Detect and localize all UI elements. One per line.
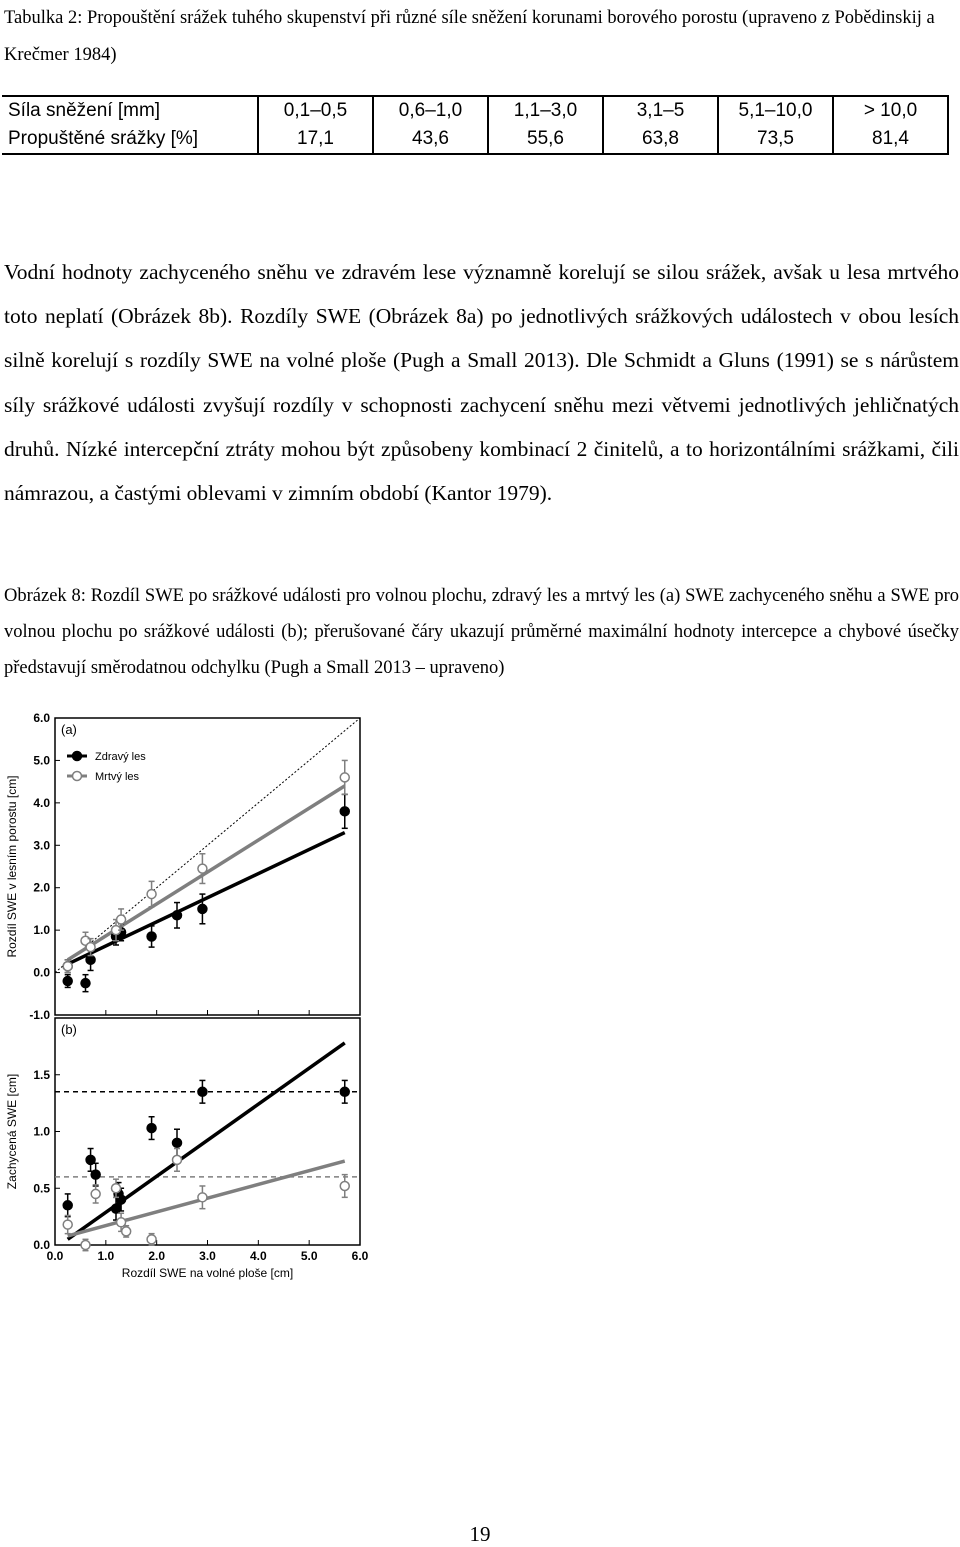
table-cell: 43,6 <box>373 125 488 154</box>
fit-line <box>68 833 345 965</box>
legend-label: Zdravý les <box>95 751 146 763</box>
data-point <box>173 1138 182 1147</box>
data-point <box>340 1087 349 1096</box>
y-tick-label: 1.0 <box>33 1124 50 1139</box>
y-axis-label: Rozdíl SWE v lesním porostu [cm] <box>5 775 19 958</box>
table-cell: 63,8 <box>603 125 718 154</box>
data-point <box>147 1124 156 1133</box>
y-tick-label: 0.0 <box>33 965 50 980</box>
legend-marker <box>73 772 82 781</box>
data-point <box>63 977 72 986</box>
y-axis-label: Zachycená SWE [cm] <box>5 1073 19 1190</box>
y-tick-label: 3.0 <box>33 838 50 853</box>
table-row-label: Propuštěné srážky [%] <box>2 125 258 154</box>
data-point <box>198 864 207 873</box>
data-point <box>147 890 156 899</box>
data-point <box>198 1087 207 1096</box>
legend-label: Mrtvý les <box>95 771 139 783</box>
table-cell: 0,1–0,5 <box>258 96 373 125</box>
x-tick-label: 4.0 <box>249 1249 267 1263</box>
table-cell: 73,5 <box>718 125 833 154</box>
panel-b <box>5 1018 369 1280</box>
data-point <box>63 1201 72 1210</box>
page-number: 19 <box>469 1522 491 1546</box>
table-row <box>2 96 948 125</box>
panel-label: (b) <box>61 1022 77 1037</box>
panel-label: (a) <box>61 722 77 737</box>
table-cell: 17,1 <box>258 125 373 154</box>
data-point <box>340 807 349 816</box>
table-row <box>2 125 948 154</box>
data-point <box>63 962 72 971</box>
x-axis-label: Rozdíl SWE na volné ploše [cm] <box>121 1266 294 1280</box>
data-point <box>81 979 90 988</box>
data-point <box>81 1241 90 1250</box>
y-tick-label: 4.0 <box>33 795 50 810</box>
y-tick-label: 5.0 <box>33 753 50 768</box>
data-point <box>198 904 207 913</box>
y-tick-label: 2.0 <box>33 880 50 895</box>
figure-8-charts <box>0 700 380 1290</box>
plot-frame <box>55 1018 360 1245</box>
table-cell: 55,6 <box>488 125 603 154</box>
figure-caption: Obrázek 8: Rozdíl SWE po srážkové události pro volnou plochu, zdravý les a mrtvý les (a) SWE zachyceného sněhu a SWE pro volnou plochu po srážkové události (b); přerušované čáry ukazují průměrné maximální hodnoty intercepce a chybové úsečky představují směrodatnou odchylku (Pugh a Small 2013 – upraveno) <box>4 586 959 678</box>
table-row-label: Síla sněžení [mm] <box>2 96 258 125</box>
data-point <box>86 943 95 952</box>
data-point <box>63 1220 72 1229</box>
table-cell: 5,1–10,0 <box>718 96 833 125</box>
x-tick-label: 3.0 <box>199 1249 216 1263</box>
fit-line <box>68 786 345 960</box>
data-point <box>117 1195 126 1204</box>
data-point <box>122 1227 131 1236</box>
data-point <box>147 932 156 941</box>
y-tick-label: -1.0 <box>29 1008 50 1022</box>
table-cell: 3,1–5 <box>603 96 718 125</box>
x-tick-label: 2.0 <box>148 1249 166 1263</box>
y-tick-label: 0.0 <box>33 1238 50 1252</box>
snowfall-table <box>2 95 949 155</box>
data-point <box>147 1235 156 1244</box>
data-point <box>198 1193 207 1202</box>
y-tick-label: 1.0 <box>33 923 50 938</box>
x-tick-label: 5.0 <box>300 1249 318 1263</box>
data-point <box>91 1170 100 1179</box>
data-point <box>117 915 126 924</box>
y-tick-label: 1.5 <box>33 1067 50 1082</box>
fit-line <box>68 1043 345 1239</box>
table-cell: > 10,0 <box>833 96 948 125</box>
data-point <box>173 1155 182 1164</box>
x-tick-label: 1.0 <box>97 1249 115 1263</box>
data-point <box>86 955 95 964</box>
table-cell: 0,6–1,0 <box>373 96 488 125</box>
data-point <box>112 1184 121 1193</box>
table-cell: 81,4 <box>833 125 948 154</box>
data-point <box>340 773 349 782</box>
legend-marker <box>73 752 82 761</box>
y-tick-label: 0.5 <box>33 1181 50 1196</box>
data-point <box>91 1189 100 1198</box>
x-tick-label: 6.0 <box>351 1249 369 1263</box>
body-paragraph: Vodní hodnoty zachyceného sněhu ve zdravém lese významně korelují se silou srážek, avšak u lesa mrtvého toto neplatí (Obrázek 8b). Rozdíly SWE (Obrázek 8a) po jednotlivých srážkových událostech v obou lesích silně korelují s rozdíly SWE na volné ploše (Pugh a Small 2013). Dle Schmidt a Gluns (1991) se s nárůstem síly srážkové události zvyšují rozdíly v schopnosti zachycení sněhu mezi větvemi jednotlivých jehličnatých druhů. Nízké intercepční ztráty mohou být způsobeny kombinací 2 činitelů, a to horizontálními srážkami, čili námrazou, a častými oblevami v zimním období (Kantor 1979). <box>4 260 959 506</box>
x-tick-label: 0.0 <box>46 1249 64 1263</box>
data-point <box>173 911 182 920</box>
y-tick-label: 6.0 <box>33 711 50 725</box>
table-cell: 1,1–3,0 <box>488 96 603 125</box>
data-point <box>340 1181 349 1190</box>
table-caption: Tabulka 2: Propouštění srážek tuhého skupenství při různé síle sněžení korunami borového porostu (upraveno z Pobědinskij a Krečmer 1984) <box>4 8 935 65</box>
panel-a <box>5 711 360 1022</box>
